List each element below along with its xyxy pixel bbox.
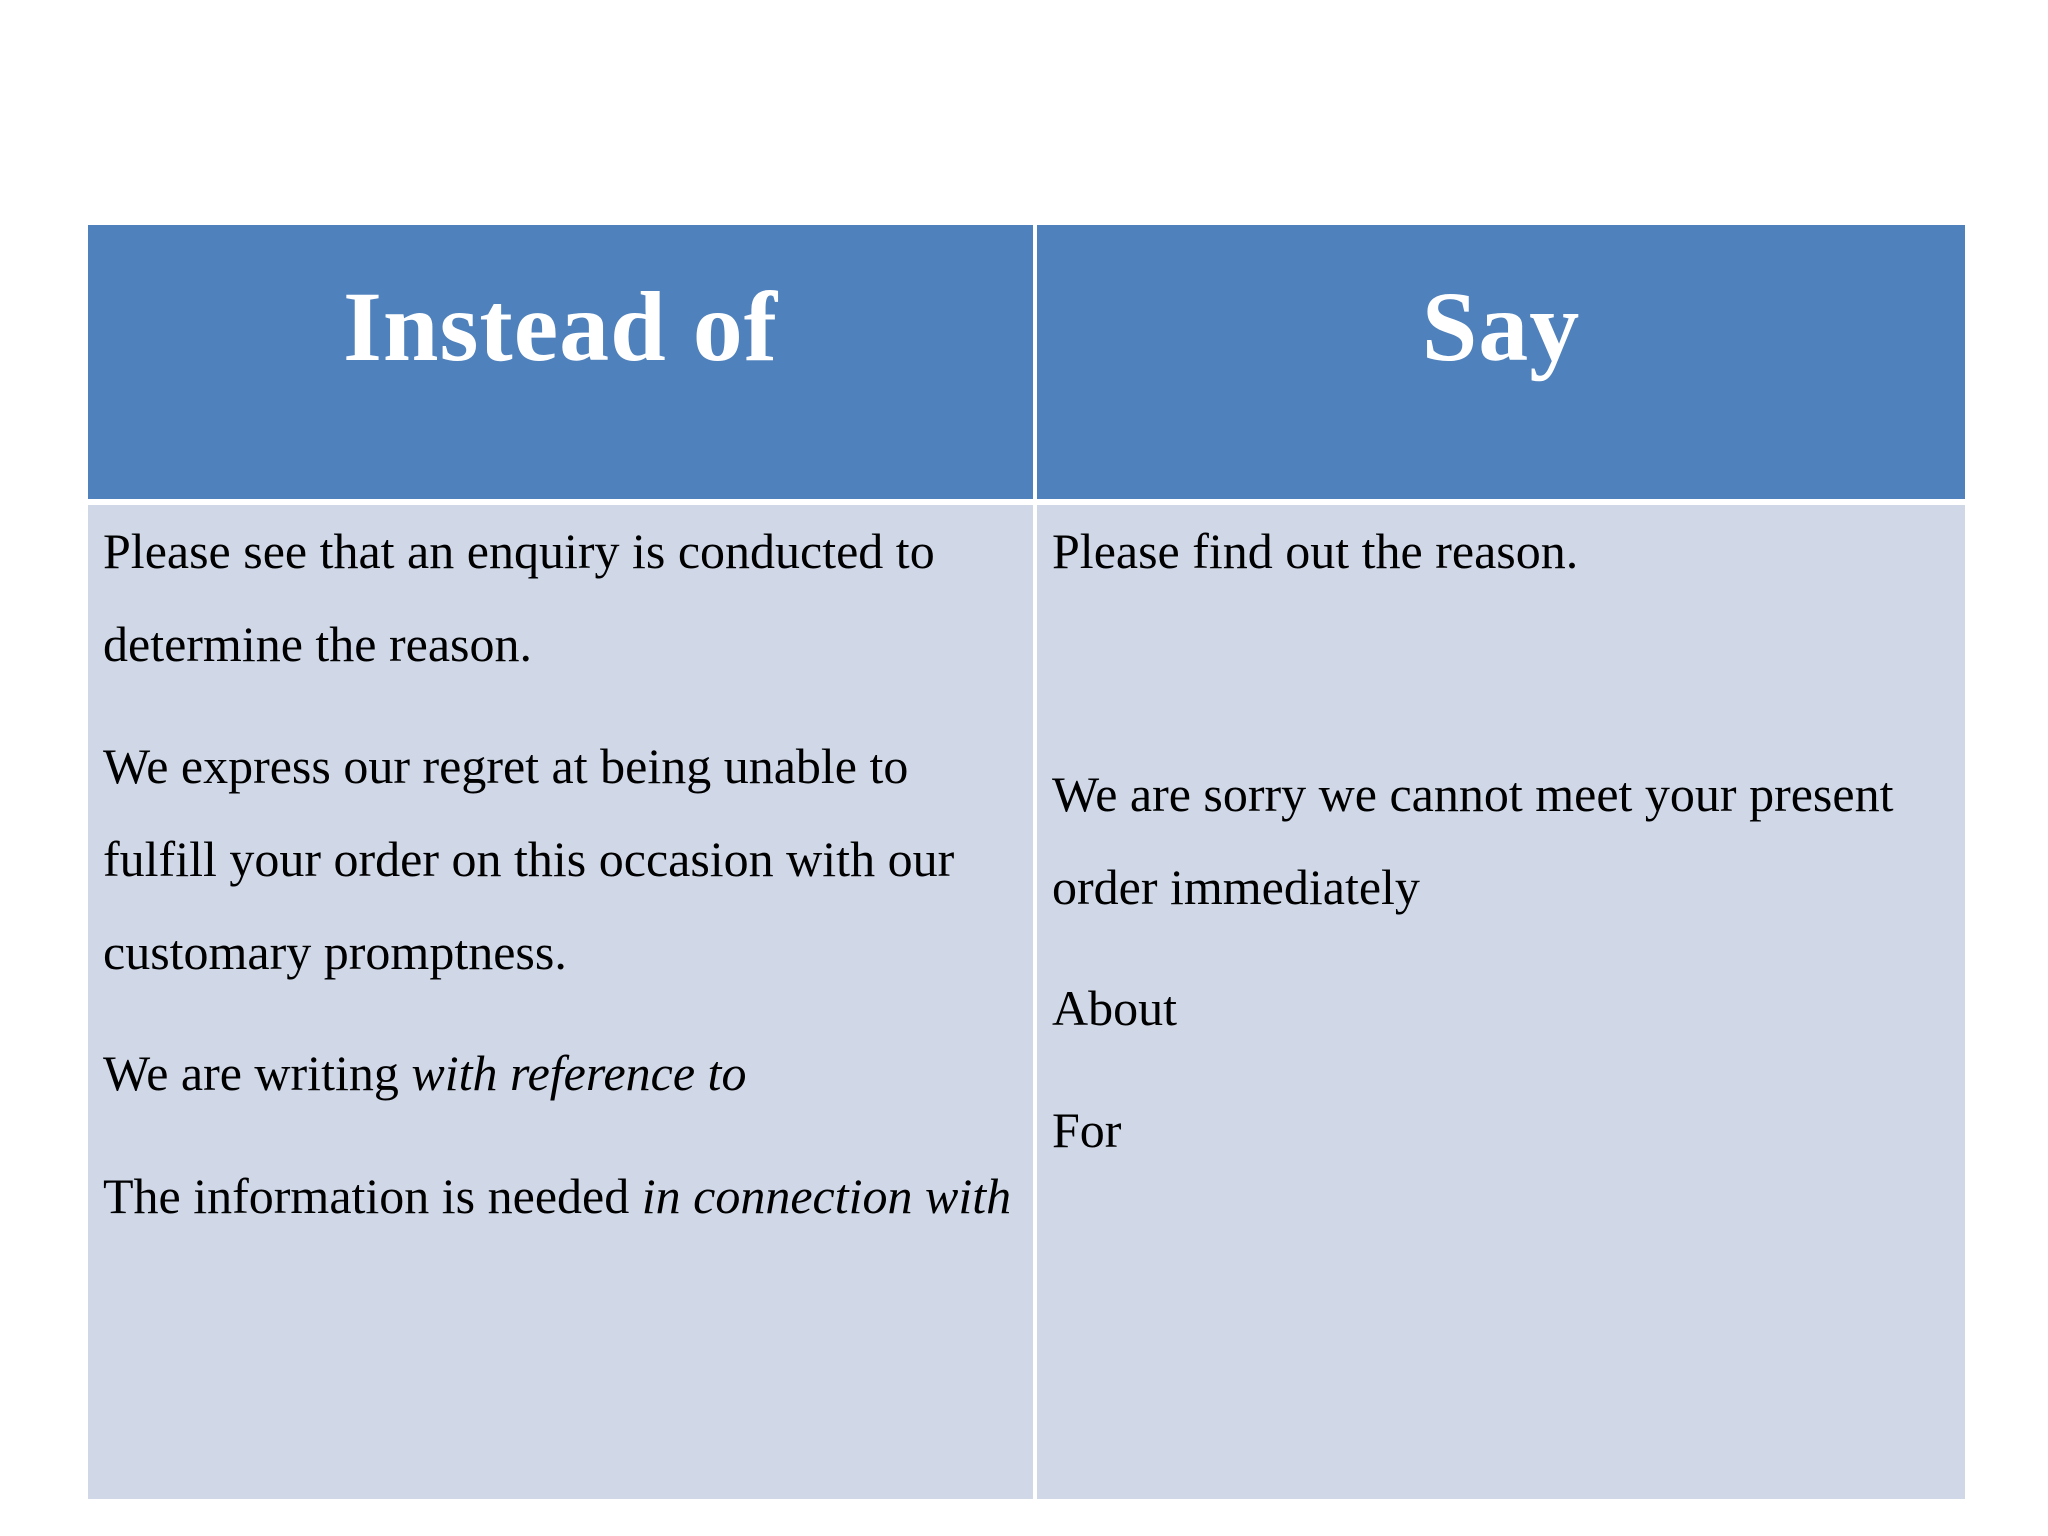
entry-text: We are sorry we cannot meet your present order immediately <box>1052 766 1894 915</box>
instead-of-entry-3 <box>103 1027 1023 1120</box>
instead-of-entry-1 <box>103 505 1023 691</box>
comparison-table <box>88 225 1965 1499</box>
say-entry-2 <box>1052 748 1955 934</box>
say-cell <box>1037 505 1965 1499</box>
instead-of-cell <box>88 505 1033 1499</box>
header-instead-of <box>88 225 1033 499</box>
entry-text: For <box>1052 1102 1122 1158</box>
say-entry-3 <box>1052 962 1955 1055</box>
header-say-label: Say <box>1421 271 1581 382</box>
instead-of-entry-2 <box>103 720 1023 999</box>
entry-italic: with reference to <box>411 1045 747 1101</box>
instead-of-entry-4 <box>103 1150 1023 1243</box>
entry-italic: in connection with <box>641 1168 1012 1224</box>
entry-text: The information is needed <box>103 1168 642 1224</box>
entry-text: Please see that an enquiry is conducted to determine the reason. <box>103 523 935 672</box>
header-instead-of-label: Instead of <box>342 271 779 382</box>
header-say <box>1037 225 1965 499</box>
entry-text: About <box>1052 980 1177 1036</box>
entry-text: Please find out the reason. <box>1052 523 1579 579</box>
say-entry-1 <box>1052 505 1955 598</box>
entry-text: We express our regret at being unable to fulfill your order on this occasion with our customary promptness. <box>103 738 955 980</box>
say-entry-4 <box>1052 1084 1955 1177</box>
entry-text: We are writing <box>103 1045 412 1101</box>
